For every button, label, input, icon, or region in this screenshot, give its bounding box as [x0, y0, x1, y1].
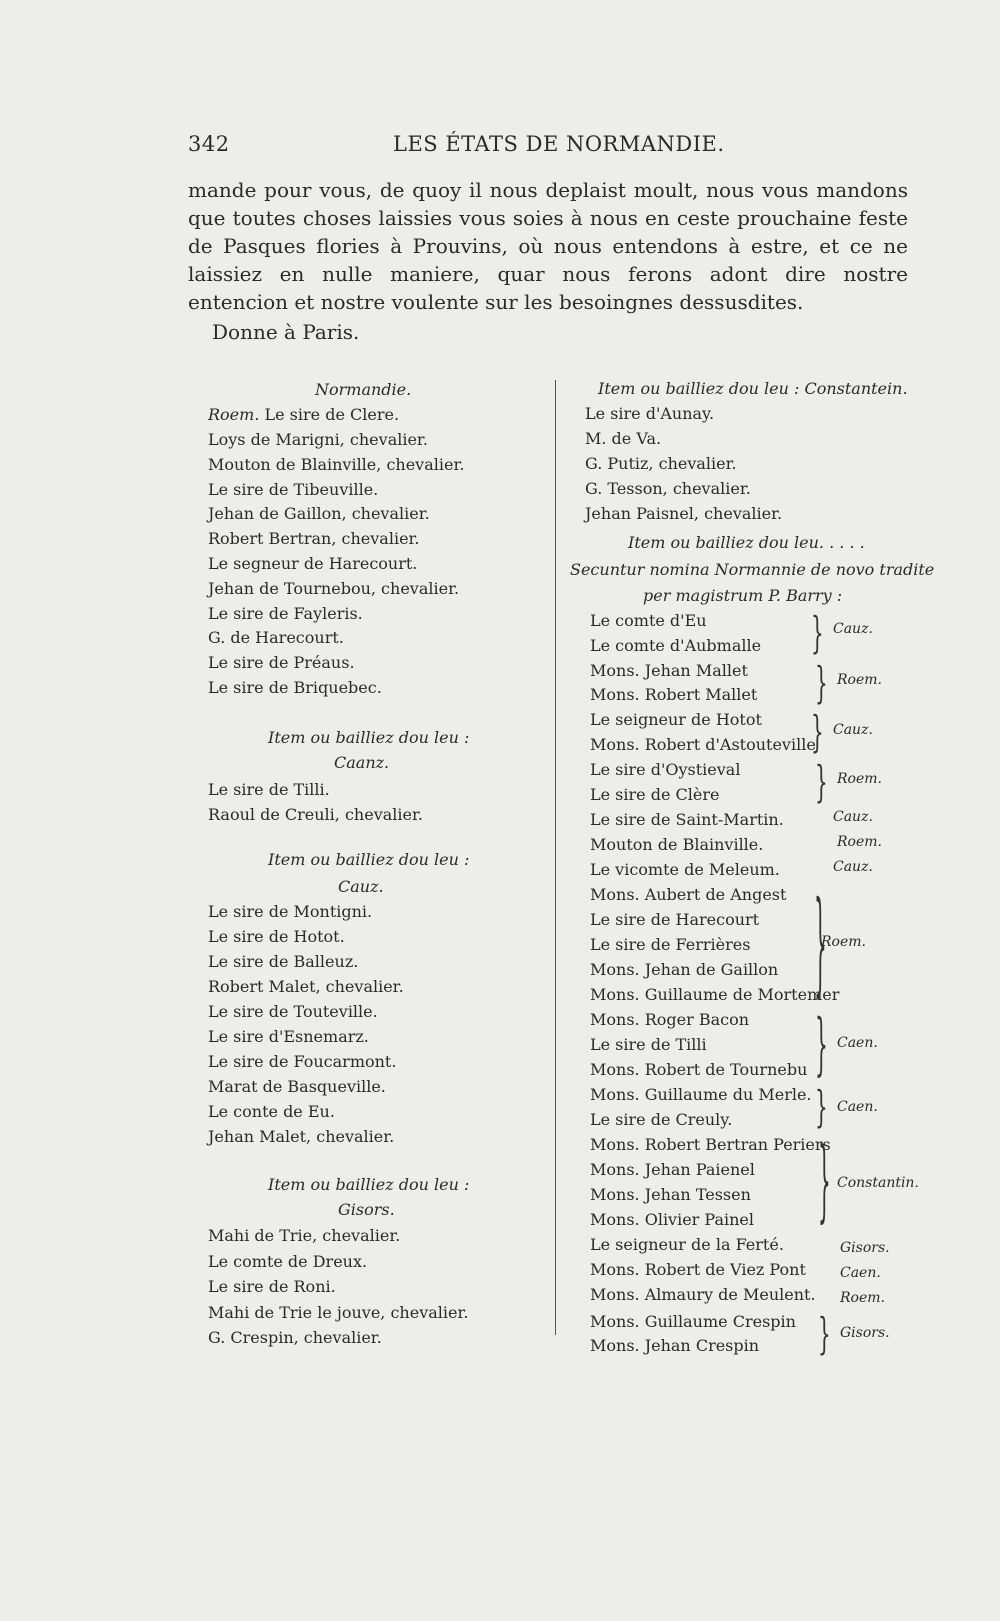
secuntur-heading-cont: per magistrum P. Barry :	[643, 586, 843, 605]
list-item: Mons. Robert de Viez Pont	[590, 1260, 806, 1279]
list-item: Jehan Malet, chevalier.	[208, 1127, 395, 1146]
list-item: Le sire d'Aunay.	[585, 404, 715, 423]
list-item: G. de Harecourt.	[208, 628, 344, 648]
list-item: Le sire de Balleuz.	[208, 952, 359, 971]
list-item: Mons. Jehan Crespin	[590, 1336, 760, 1355]
list-item: Raoul de Creuli, chevalier.	[208, 805, 423, 824]
list-item: Robert Malet, chevalier.	[208, 977, 404, 996]
secuntur-heading: Secuntur nomina Normannie de novo tradite	[570, 560, 935, 579]
section-heading-normandie: Normandie.	[315, 380, 412, 399]
list-item: Mons. Jehan de Gaillon	[590, 960, 779, 979]
list-item: Mahi de Trie le jouve, chevalier.	[208, 1302, 469, 1322]
list-item: Mons. Guillaume du Merle.	[590, 1085, 812, 1104]
list-item: Le sire d'Oystieval	[590, 760, 741, 779]
list-item: Le sire de Tilli	[590, 1035, 707, 1054]
list-item: Le sire de Saint-Martin.	[590, 810, 784, 829]
brace-glyph: }	[811, 606, 824, 659]
list-item: Mons. Almaury de Meulent.	[590, 1285, 816, 1304]
list-item: Marat de Basqueville.	[208, 1077, 386, 1096]
region-label: Caen.	[837, 1099, 878, 1115]
list-item: Le sire de Montigni.	[208, 902, 373, 921]
list-item: Mons. Robert Bertran Periers	[590, 1135, 831, 1154]
item-heading: Item ou bailliez dou leu :	[268, 1175, 470, 1194]
list-item: Jehan de Tournebou, chevalier.	[208, 578, 460, 598]
column-divider	[555, 380, 556, 1335]
running-header	[188, 132, 908, 162]
region-label: Roem.	[821, 934, 866, 950]
item-region: Gisors.	[338, 1200, 395, 1219]
list-item: Le comte d'Eu	[590, 611, 707, 630]
list-item: Mouton de Blainville.	[590, 835, 764, 854]
item-region: Caanz.	[334, 753, 390, 772]
item-heading: Item ou bailliez dou leu :	[268, 850, 470, 869]
list-item: Mons. Jehan Tessen	[590, 1185, 751, 1204]
list-item: Le conte de Eu.	[208, 1102, 335, 1121]
closing-line: Donne à Paris.	[212, 320, 360, 344]
list-item: Le comte de Dreux.	[208, 1251, 368, 1271]
running-title: LES ÉTATS DE NORMANDIE.	[393, 132, 725, 156]
region-label: Caen.	[837, 1035, 878, 1051]
list-item: Le seigneur de Hotot	[590, 710, 762, 729]
item-heading: Item ou bailliez dou leu :	[268, 728, 470, 747]
region-label: Caen.	[840, 1265, 881, 1281]
region-label: Cauz.	[833, 809, 873, 825]
list-item	[208, 405, 399, 424]
brace-glyph: }	[815, 656, 828, 709]
region-label: Cauz.	[833, 859, 873, 875]
list-item: Mons. Roger Bacon	[590, 1010, 750, 1029]
list-item: Le segneur de Harecourt.	[208, 554, 418, 573]
item-heading-constantein: Item ou bailliez dou leu : Constantein.	[598, 379, 908, 398]
list-item: Le sire de Tilli.	[208, 780, 330, 799]
list-item: Jehan de Gaillon, chevalier.	[208, 504, 430, 524]
list-item: Le vicomte de Meleum.	[590, 860, 780, 879]
list-item: G. Crespin, chevalier.	[208, 1328, 382, 1347]
list-item: Le sire de Touteville.	[208, 1002, 378, 1021]
region-label: Cauz.	[833, 722, 873, 738]
list-item: Mons. Guillaume Crespin	[590, 1312, 796, 1331]
paragraph-text: mande pour vous, de quoy il nous deplaist moult, nous vous mandons que toutes choses laissies vous soies à nous en ceste prouchaine feste de Pasques flories à Prouvins, où nous entendons à estre, et ce ne laissiez en nulle maniere, quar nous ferons adont dire nostre entencion et nostre voulente sur les besoingnes dessusdites.	[188, 178, 908, 314]
brace-glyph: }	[818, 1126, 831, 1233]
list-item: Le sire de Ferrières	[590, 935, 751, 954]
list-item: Mons. Aubert de Angest	[590, 885, 787, 904]
brace-glyph: }	[818, 1307, 831, 1360]
list-item: Mons. Robert d'Astouteville	[590, 735, 816, 754]
list-item: M. de Va.	[585, 429, 662, 448]
brace-glyph: }	[815, 1003, 828, 1084]
brace-glyph: }	[814, 873, 827, 1010]
list-item: Mahi de Trie, chevalier.	[208, 1226, 401, 1245]
region-label: Gisors.	[840, 1240, 890, 1256]
brace-glyph: }	[811, 705, 824, 758]
region-label: Constantin.	[837, 1175, 919, 1191]
brace-glyph: }	[815, 1080, 828, 1133]
list-item: Mouton de Blainville, chevalier.	[208, 454, 465, 474]
list-item: Mons. Robert Mallet	[590, 685, 758, 704]
region-label: Roem.	[837, 672, 882, 688]
list-item: Le sire de Hotot.	[208, 927, 345, 946]
region-label: Cauz.	[833, 621, 873, 637]
list-item: Le sire de Roni.	[208, 1277, 336, 1296]
list-item: Le sire de Fayleris.	[208, 603, 363, 623]
list-item: Mons. Jehan Mallet	[590, 661, 748, 680]
region-label: Roem.	[840, 1290, 885, 1306]
page-number: 342	[188, 132, 230, 156]
list-item: G. Tesson, chevalier.	[585, 479, 751, 498]
name-text: Le sire de Clere.	[264, 405, 400, 424]
letter-paragraph	[188, 176, 908, 346]
region-label: Gisors.	[840, 1325, 890, 1341]
list-item: Le sire de Harecourt	[590, 910, 760, 929]
list-item: Mons. Robert de Tournebu	[590, 1060, 808, 1079]
list-item: Le sire d'Esnemarz.	[208, 1027, 369, 1046]
list-item: Mons. Guillaume de Mortemer	[590, 985, 840, 1004]
list-item: Mons. Jehan Paienel	[590, 1160, 755, 1179]
region-prefix: Roem.	[208, 405, 260, 424]
list-item: Le seigneur de la Ferté.	[590, 1235, 784, 1254]
list-item: Le sire de Préaus.	[208, 653, 355, 673]
list-item: Le sire de Foucarmont.	[208, 1052, 397, 1071]
list-item: Le sire de Tibeuville.	[208, 479, 379, 499]
list-item: Le sire de Briquebec.	[208, 678, 382, 697]
list-item: G. Putiz, chevalier.	[585, 454, 737, 473]
region-label: Roem.	[837, 834, 882, 850]
brace-glyph: }	[815, 755, 828, 808]
item-heading-blank: Item ou bailliez dou leu. . . . .	[628, 533, 865, 552]
list-item: Loys de Marigni, chevalier.	[208, 430, 428, 449]
list-item: Jehan Paisnel, chevalier.	[585, 504, 783, 523]
list-item: Mons. Olivier Painel	[590, 1210, 755, 1229]
list-item: Robert Bertran, chevalier.	[208, 529, 420, 549]
list-item: Le comte d'Aubmalle	[590, 636, 762, 655]
item-region: Cauz.	[338, 877, 384, 896]
list-item: Le sire de Creuly.	[590, 1110, 733, 1129]
region-label: Roem.	[837, 771, 882, 787]
list-item: Le sire de Clère	[590, 785, 720, 804]
